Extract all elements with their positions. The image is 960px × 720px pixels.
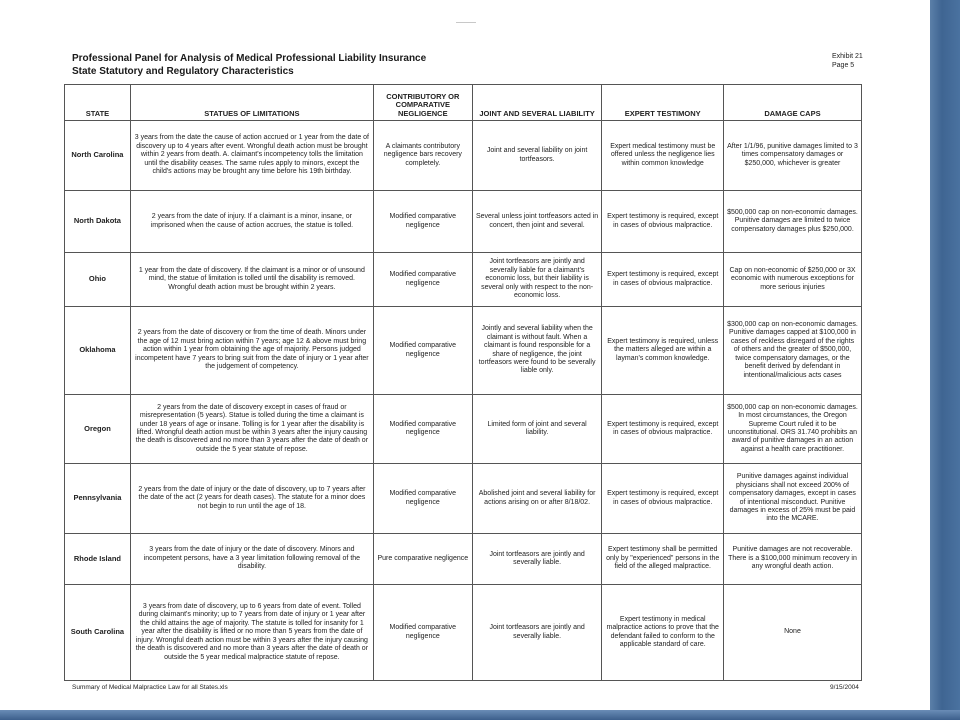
cell-joint: Joint and several liability on joint tortfeasors. [472,121,602,191]
header-statutes: STATUES OF LIMITATIONS [130,85,373,121]
exhibit-number: Exhibit 21 [832,53,863,60]
cell-state: Pennsylvania [65,464,131,534]
footer-filename: Summary of Medical Malpractice Law for all States.xls [72,684,228,691]
cell-state: South Carolina [65,585,131,681]
cell-state: Rhode Island [65,534,131,585]
table-row [65,253,862,307]
cell-contributory: Modified comparative negligence [373,585,472,681]
cell-state: North Carolina [65,121,131,191]
table-row [65,585,862,681]
cell-state: Oklahoma [65,307,131,395]
cell-statutes: 2 years from the date of injury or the date of discovery, up to 7 years after the date of the act (2 years for death cases). The statute for a minor does not begin to run until the age of 18. [130,464,373,534]
cell-contributory: Modified comparative negligence [373,253,472,307]
cell-contributory: Modified comparative negligence [373,191,472,253]
header-state: STATE [65,85,131,121]
document-title [72,52,426,78]
table-row [65,395,862,464]
header-row [65,85,862,121]
cell-state: North Dakota [65,191,131,253]
table-row [65,121,862,191]
cell-contributory: A claimants contributory negligence bars recovery completely. [373,121,472,191]
cell-state: Ohio [65,253,131,307]
cell-joint: Joint tortfeasors are jointly and severally liable. [472,585,602,681]
cell-damage: None [723,585,861,681]
cell-damage: $300,000 cap on non-economic damages. Punitive damages capped at $100,000 in cases of reckless disregard of the rights of others and the greater of $500,000, twice compensatory damages, or the benefit derived by defendant in intentional/malicious acts cases [723,307,861,395]
cell-contributory: Modified comparative negligence [373,395,472,464]
top-marker [456,22,476,23]
cell-damage: Cap on non-economic of $250,000 or 3X economic with numerous exceptions for more serious injuries [723,253,861,307]
cell-statutes: 2 years from the date of injury. If a claimant is a minor, insane, or imprisoned when the cause of action accrues, the statue is tolled. [130,191,373,253]
cell-joint: Joint tortfeasors are jointly and severally liable for a claimant's economic loss, but their liability is several only with respect to the non-economic loss. [472,253,602,307]
cell-damage: $500,000 cap on non-economic damages. In most circumstances, the Oregon Supreme Court ruled it to be unconstitutional. ORS 31.740 prohibits an award of punitive damages in an action against a health care practitioner. [723,395,861,464]
table-row [65,534,862,585]
cell-statutes: 2 years from the date of discovery or from the time of death. Minors under the age of 12 must bring action within 7 years; age 12 & above must bring action within 1 year from obtaining the age of majority. Persons judged incompetent have 7 years to bring suit from the date of injury or 1 year after the judgement of competency. [130,307,373,395]
cell-expert: Expert testimony is required, except in cases of obvious malpractice. [602,253,724,307]
header-contributory: CONTRIBUTORY OR COMPARATIVE NEGLIGENCE [373,85,472,121]
cell-statutes: 3 years from date of discovery, up to 6 years from date of event. Tolled during claimant's minority; up to 7 years from date of injury or 1 year after the child attains the age of majority. The statute is tolled for insanity for 1 year after the disability is lifted or no more than 5 years from the date of injury. Wrongful death action must be within 3 years after the injury causing the death is discovered and no more than 3 years after the date of death or outside the 5 year medical malpractice statute of repose. [130,585,373,681]
title-line-1: Professional Panel for Analysis of Medical Professional Liability Insurance [72,53,427,64]
cell-damage: Punitive damages are not recoverable. There is a $100,000 minimum recovery in any wrongful death action. [723,534,861,585]
footer-date: 9/15/2004 [830,684,859,691]
cell-damage: After 1/1/96, punitive damages limited to 3 times compensatory damages or $250,000, whichever is greater [723,121,861,191]
cell-joint: Several unless joint tortfeasors acted in concert, then joint and several. [472,191,602,253]
cell-joint: Limited form of joint and several liability. [472,395,602,464]
exhibit-label [832,52,863,70]
cell-expert: Expert testimony shall be permitted only by "experienced" persons in the field of the alleged malpractice. [602,534,724,585]
slide-side-band [930,0,960,720]
cell-expert: Expert medical testimony must be offered unless the negligence lies within common knowledge [602,121,724,191]
cell-statutes: 3 years from the date the cause of action accrued or 1 year from the date of discovery up to 4 years after event. Wrongful death action must be brought within 2 years from death. A. claimant's incompetency tolls the limitation until the disability ceases. The same rules apply to minors, except the child's actions may be brought any time before his 19th birthday. [130,121,373,191]
table-row [65,191,862,253]
cell-expert: Expert testimony is required, except in cases of obvious malpractice. [602,191,724,253]
cell-expert: Expert testimony is required, unless the matters alleged are within a layman's common knowledge. [602,307,724,395]
state-characteristics-table [64,84,862,681]
cell-statutes: 2 years from the date of discovery except in cases of fraud or misrepresentation (5 years). Statue is tolled during the time a claimant is under 18 years of age or insane. Tolling is for 1 year after the disability is lifted. Wrongful death action must be within 3 years after the injury causing the death is discovered and no more than 3 years after the date of death or outside the 5 year statute of repose. [130,395,373,464]
cell-joint: Joint tortfeasors are jointly and severally liable. [472,534,602,585]
slide-bottom-band [0,710,960,720]
header-damage: DAMAGE CAPS [723,85,861,121]
cell-joint: Abolished joint and several liability for actions arising on or after 8/18/02. [472,464,602,534]
cell-contributory: Modified comparative negligence [373,307,472,395]
cell-contributory: Pure comparative negligence [373,534,472,585]
header-expert: EXPERT TESTIMONY [602,85,724,121]
title-line-2: State Statutory and Regulatory Characteristics [72,66,294,77]
cell-joint: Jointly and several liability when the claimant is without fault. When a claimant is found responsible for a share of negligence, the joint tortfeasors were found to be severally liable only. [472,307,602,395]
cell-damage: Punitive damages against individual physicians shall not exceed 200% of compensatory damages, except in cases of intentional misconduct. Punitive damages in excess of 25% must be paid into the MCARE. [723,464,861,534]
header-joint: JOINT AND SEVERAL LIABILITY [472,85,602,121]
cell-statutes: 1 year from the date of discovery. If the claimant is a minor or of unsound mind, the statue of limitation is tolled until the disability is removed. Wrongful death action must be brought within 2 years. [130,253,373,307]
cell-damage: $500,000 cap on non-economic damages. Punitive damages are limited to twice compensatory damages plus $250,000. [723,191,861,253]
table-row [65,307,862,395]
cell-statutes: 3 years from the date of injury or the date of discovery. Minors and incompetent persons, have a 3 year limitation following removal of the disability. [130,534,373,585]
cell-contributory: Modified comparative negligence [373,464,472,534]
cell-expert: Expert testimony in medical malpractice actions to prove that the defendant failed to conform to the applicable standard of care. [602,585,724,681]
page-number: Page 5 [832,62,855,69]
cell-expert: Expert testimony is required, except in cases of obvious malpractice. [602,464,724,534]
table-row [65,464,862,534]
cell-state: Oregon [65,395,131,464]
cell-expert: Expert testimony is required, except in cases of obvious malpractice. [602,395,724,464]
